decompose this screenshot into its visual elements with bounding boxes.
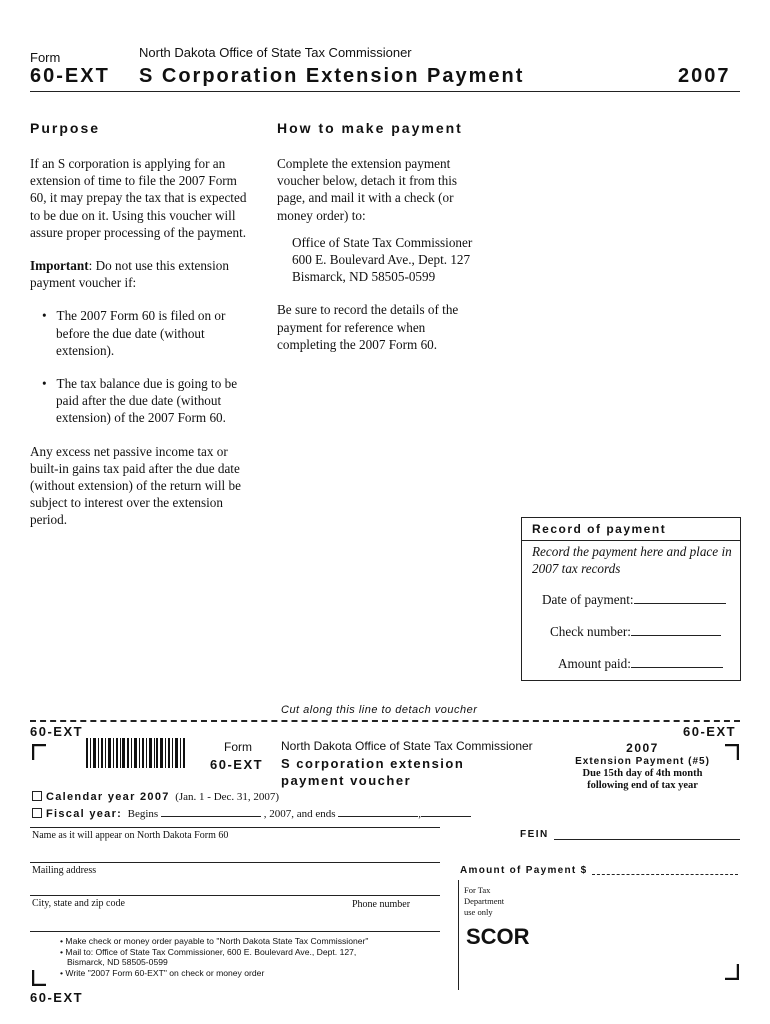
due-line2: following end of tax year	[587, 780, 698, 791]
fiscal-begin-field[interactable]	[161, 816, 261, 817]
scor-code: SCOR	[466, 924, 530, 949]
due-line1: Due 15th day of 4th month	[582, 768, 703, 779]
calendar-year-option[interactable]	[32, 791, 279, 803]
cut-line[interactable]	[30, 720, 740, 722]
mailing-address-input-line[interactable]	[30, 862, 440, 863]
city-state-zip-label: City, state and zip code	[32, 898, 125, 909]
fiscal-end-field[interactable]	[338, 816, 418, 817]
fiscal-year-label: Fiscal year:	[46, 808, 123, 820]
calendar-year-dates: (Jan. 1 - Dec. 31, 2007)	[175, 791, 280, 803]
amount-of-payment-label: Amount of Payment $	[460, 865, 588, 876]
voucher-title-line2: payment voucher	[281, 773, 412, 788]
instruction-item: Bismarck, ND 58505-0599	[67, 957, 168, 967]
record-instruction: Record the payment here and place in 2007 tax records	[532, 544, 732, 577]
amount-paid-field[interactable]: Amount paid:	[558, 656, 723, 672]
date-of-payment-field[interactable]: Date of payment:	[542, 592, 726, 608]
city-state-zip-input-line[interactable]	[30, 895, 440, 896]
voucher-code-left: 60-EXT	[30, 724, 84, 739]
agency-name: North Dakota Office of State Tax Commissioner	[139, 45, 412, 60]
purpose-bullet: • The tax balance due is going to be paid after the due date (without extension) of the 2007 Form 60.	[42, 376, 238, 426]
instruction-item: • Make check or money order payable to "North Dakota State Tax Commissioner"	[60, 936, 369, 946]
instruction-item: • Write "2007 Form 60-EXT" on check or money order	[60, 967, 265, 978]
record-of-payment-box	[521, 517, 741, 681]
purpose-closing: Any excess net passive income tax or built-in gains tax paid after the due date (without extension) of the return will be subject to interest over the extension period.	[30, 443, 241, 528]
voucher-title-line1: S corporation extension	[281, 756, 465, 771]
instruction-item: • Mail to: Office of State Tax Commissioner, 600 E. Boulevard Ave., Dept. 127,	[60, 946, 357, 957]
barcode-icon	[86, 738, 186, 768]
voucher-code-right: 60-EXT	[683, 724, 737, 739]
calendar-year-label: Calendar year 2007	[46, 791, 170, 803]
purpose-bullet: • The 2007 Form 60 is filed on or before the due date (without extension).	[42, 308, 226, 358]
corner-mark-top-left	[32, 744, 46, 760]
address-line: Bismarck, ND 58505-0599	[292, 269, 436, 285]
purpose-paragraph: If an S corporation is applying for an extension of time to file the 2007 Form 60, it may prepay the tax that is expected to be due on it. Using this voucher will assure proper processing of the payment.	[30, 156, 247, 240]
how-to-pay-paragraph: Complete the extension payment voucher below, detach it from this page, and mail it with a check (or money order) to:	[277, 156, 458, 223]
address-line: Office of State Tax Commissioner	[292, 234, 473, 250]
voucher-year-block	[560, 741, 725, 792]
mailing-address-block	[277, 234, 477, 286]
form-number: 60-EXT	[30, 65, 110, 87]
how-to-pay-section	[277, 155, 477, 353]
important-note	[30, 257, 250, 291]
corner-mark-bottom-left	[32, 970, 46, 986]
fiscal-year-checkbox[interactable]	[32, 808, 42, 818]
fiscal-year-option[interactable]: Fiscal year: Begins , 2007, and ends ,	[32, 808, 471, 820]
fein-label: FEIN	[520, 829, 549, 840]
voucher-code-bottom: 60-EXT	[30, 990, 84, 1005]
corner-mark-top-right	[725, 744, 739, 760]
voucher-year: 2007	[626, 741, 659, 755]
fiscal-ends-label: , 2007, and ends	[263, 808, 336, 820]
check-number-field[interactable]: Check number:	[550, 624, 721, 640]
mailing-address-label: Mailing address	[32, 865, 97, 876]
voucher-form-number: 60-EXT	[210, 757, 264, 772]
voucher-form-label: Form	[224, 740, 252, 754]
extension-payment-label: Extension Payment (#5)	[575, 756, 710, 767]
fein-input-line[interactable]	[554, 839, 740, 840]
fiscal-begins-label: Begins	[127, 808, 159, 820]
purpose-section	[30, 155, 250, 529]
form-label: Form	[30, 50, 61, 65]
form-title: S Corporation Extension Payment	[139, 65, 525, 87]
form-year: 2007	[678, 65, 731, 87]
name-field-label: Name as it will appear on North Dakota Form 60	[32, 830, 229, 841]
header-rule	[30, 91, 740, 92]
name-input-line[interactable]	[30, 827, 440, 828]
cut-instruction: Cut along this line to detach voucher	[281, 704, 478, 716]
calendar-year-checkbox[interactable]	[32, 791, 42, 801]
purpose-heading: Purpose	[30, 120, 101, 136]
fiscal-end-year-field[interactable]	[421, 816, 471, 817]
important-label: Important	[30, 258, 89, 274]
corner-mark-bottom-right	[725, 964, 739, 980]
record-heading: Record of payment	[532, 522, 667, 536]
phone-number-label: Phone number	[352, 899, 411, 910]
address-line: 600 E. Boulevard Ave., Dept. 127	[292, 252, 471, 268]
how-to-pay-heading: How to make payment	[277, 120, 463, 136]
mailing-instructions	[60, 936, 460, 978]
instructions-rule	[30, 931, 440, 932]
important-text: : Do not use this extension payment voucher if:	[30, 258, 229, 291]
record-reminder: Be sure to record the details of the payment for reference when completing the 2007 Form 60.	[277, 302, 459, 352]
voucher-agency: North Dakota Office of State Tax Commissioner	[281, 739, 533, 753]
amount-of-payment-field[interactable]	[592, 874, 738, 875]
record-divider	[522, 540, 740, 541]
office-use-label: For Tax Department use only	[464, 885, 505, 917]
